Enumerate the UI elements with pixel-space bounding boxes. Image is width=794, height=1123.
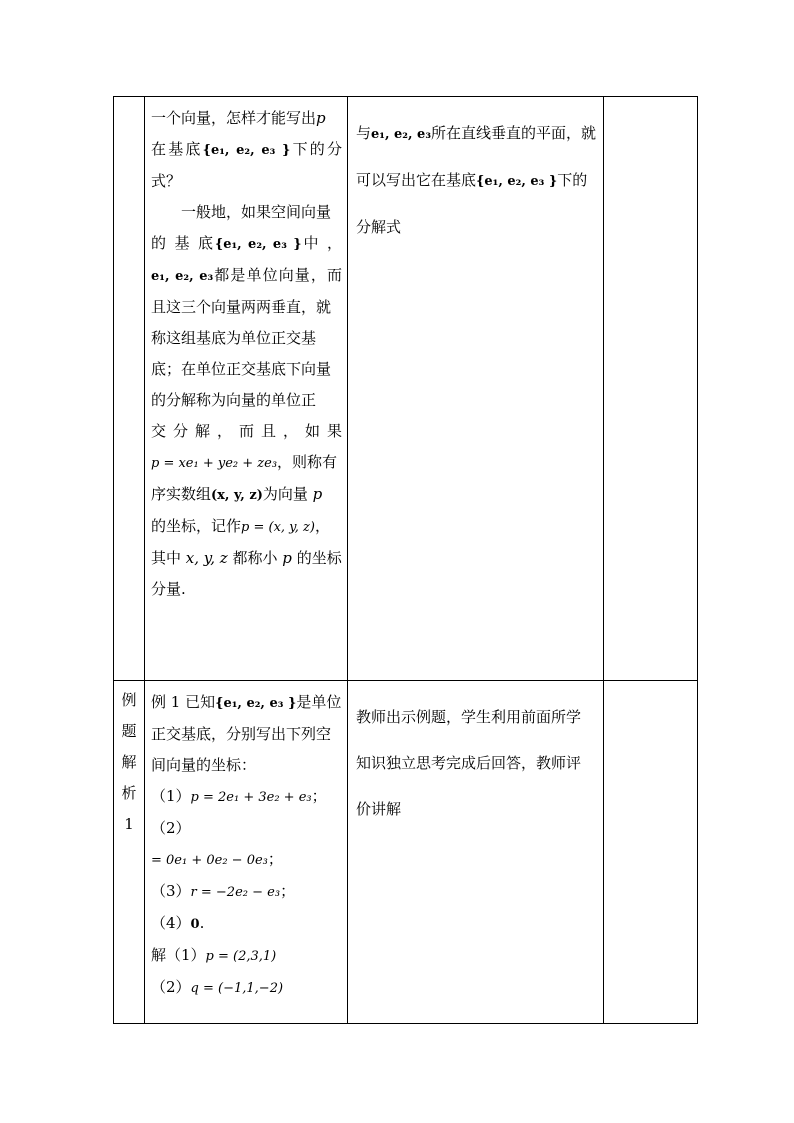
content-cell bbox=[145, 681, 348, 1024]
text-line: 价讲解 bbox=[356, 800, 402, 818]
text-line: （2）q = (−1,1,−2) bbox=[151, 978, 284, 996]
notes-cell-empty bbox=[604, 97, 698, 681]
text-line: 解（1）p = (2,3,1) bbox=[151, 946, 277, 964]
text-line: 教师出示例题，学生利用前面所学 bbox=[356, 708, 582, 726]
text-line: 一个向量，怎样才能写出p bbox=[151, 109, 326, 127]
text-line: 且这三个向量两两垂直，就 bbox=[151, 298, 332, 316]
text-line: 分量. bbox=[151, 580, 186, 598]
text-line: 其中 x, y, z 都称小 p 的坐标 bbox=[151, 549, 342, 567]
text-line: e₁, e₂, e₃都是单位向量，而 bbox=[151, 266, 342, 284]
text-line: 一般地，如果空间向量 bbox=[181, 203, 332, 221]
table-row bbox=[114, 97, 698, 681]
text-line: （1）p = 2e₁ + 3e₂ + e₃；（2） bbox=[151, 787, 327, 837]
table-row bbox=[114, 681, 698, 1024]
text-line: 与e₁, e₂, e₃所在直线垂直的平面，就 bbox=[356, 124, 597, 142]
text-line: 分解式 bbox=[356, 218, 402, 236]
label-char: 解 bbox=[121, 753, 137, 771]
text-line: （4）0. bbox=[151, 914, 205, 932]
text-line: 底；在单位正交基底下向量 bbox=[151, 360, 332, 378]
label-char: 析 bbox=[121, 784, 137, 802]
label-char: 1 bbox=[124, 815, 134, 833]
text-line: 的分解称为向量的单位正 bbox=[151, 391, 317, 409]
text-line: 交 分 解 ， 而 且 ， 如 果 bbox=[151, 422, 342, 440]
label-cell bbox=[114, 681, 145, 1024]
text-line: = 0e₁ + 0e₂ − 0e₃； bbox=[151, 850, 283, 868]
lesson-table bbox=[113, 96, 698, 1024]
text-line: 正交基底，分别写出下列空 bbox=[151, 725, 332, 743]
text-line: 的坐标，记作p = (x, y, z)， bbox=[151, 517, 330, 535]
text-line: 间向量的坐标： bbox=[151, 756, 257, 774]
label-char: 例 bbox=[121, 691, 137, 709]
text-line: 例 1 已知{e₁, e₂, e₃ }是单位 bbox=[151, 693, 342, 711]
method-cell bbox=[348, 97, 604, 681]
method-cell bbox=[348, 681, 604, 1024]
notes-cell-empty bbox=[604, 681, 698, 1024]
text-line: （3）r = −2e₂ − e₃； bbox=[151, 882, 296, 900]
label-cell-empty bbox=[114, 97, 145, 681]
content-cell bbox=[145, 97, 348, 681]
label-char: 题 bbox=[121, 722, 137, 740]
text-line: 在基底{e₁, e₂, e₃ }下的分 bbox=[151, 140, 342, 158]
text-line: 序实数组(x, y, z)为向量 p bbox=[151, 485, 323, 503]
text-line: 可以写出它在基底{e₁, e₂, e₃ }下的 bbox=[356, 171, 588, 189]
text-line: p = xe₁ + ye₂ + ze₃，则称有 bbox=[151, 453, 338, 471]
text-line: 知识独立思考完成后回答，教师评 bbox=[356, 754, 582, 772]
text-line: 的 基 底{e₁, e₂, e₃ }中 ， bbox=[151, 234, 342, 252]
text-line: 称这组基底为单位正交基 bbox=[151, 329, 317, 347]
text-line: 式？ bbox=[151, 172, 182, 190]
